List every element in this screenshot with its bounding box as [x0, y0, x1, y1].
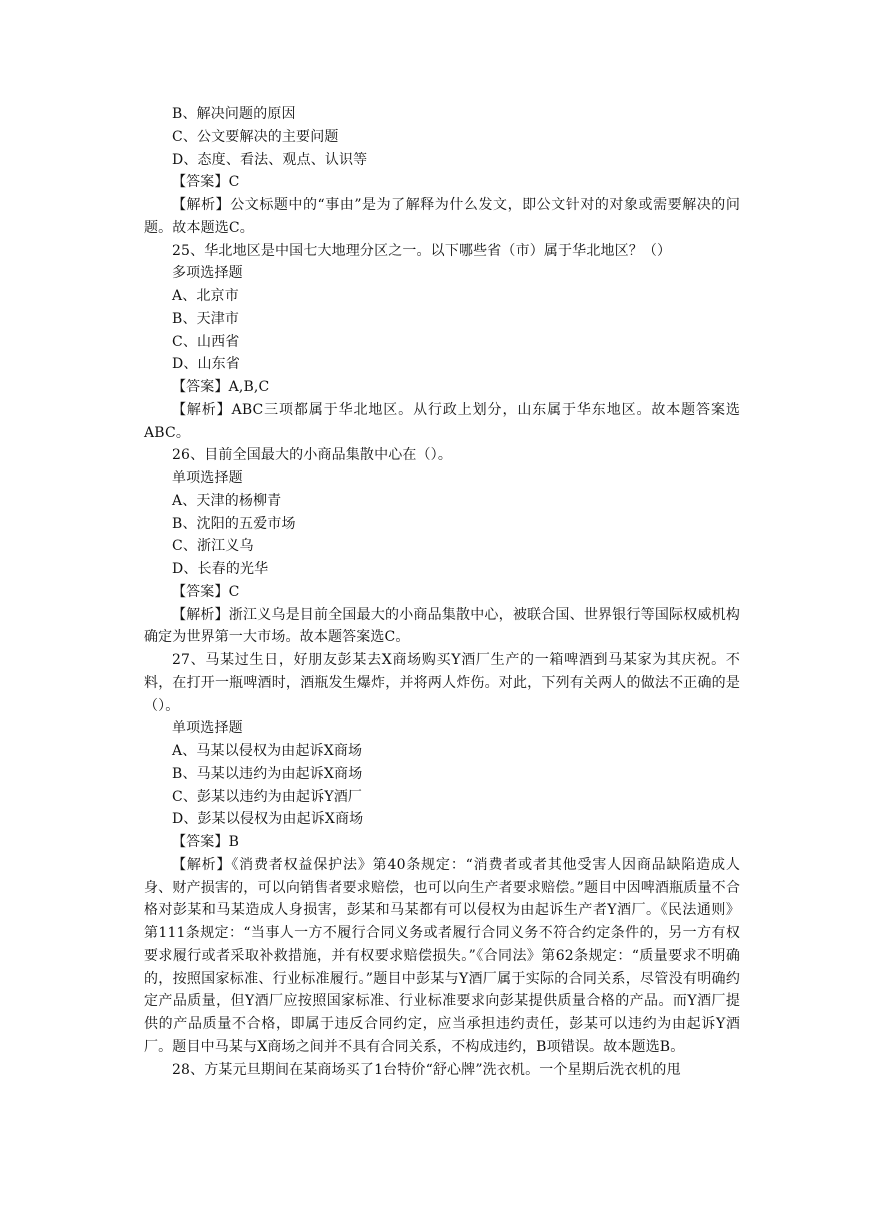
- option-a: A、天津的杨柳青: [172, 492, 282, 509]
- option-c: C、彭某以违约为由起诉Y酒厂: [172, 788, 363, 805]
- question-28: 28、方某元旦期间在某商场买了1台特价“舒心牌”洗衣机。一个星期后洗衣机的甩: [172, 1061, 681, 1078]
- option-b: B、马某以违约为由起诉X商场: [172, 765, 363, 782]
- option-b: B、解决问题的原因: [172, 106, 296, 122]
- answer: 【答案】C: [172, 583, 240, 600]
- question-type: 多项选择题: [172, 265, 243, 282]
- question-type: 单项选择题: [172, 720, 243, 737]
- option-a: A、北京市: [172, 288, 239, 304]
- explanation: 【解析】ABC三项都属于华北地区。从行政上划分，山东属于华东地区。故本题答案选ABC。: [144, 401, 740, 441]
- question-type: 单项选择题: [172, 470, 243, 486]
- option-a: A、马某以侵权为由起诉X商场: [172, 743, 363, 759]
- document-body: [144, 103, 740, 1081]
- option-b: B、天津市: [172, 310, 240, 327]
- option-b: B、沈阳的五爱市场: [172, 515, 296, 532]
- explanation: 【解析】浙江义乌是目前全国最大的小商品集散中心，被联合国、世界银行等国际权威机构确定为世界第一大市场。故本题答案选C。: [144, 606, 740, 646]
- explanation: 【解析】公文标题中的“事由”是为了解释为什么发文，即公文针对的对象或需要解决的问题。故本题选C。: [144, 197, 740, 236]
- explanation: 【解析】《消费者权益保护法》第40条规定：“消费者或者其他受害人因商品缺陷造成人身、财产损害的，可以向销售者要求赔偿，也可以向生产者要求赔偿。”题目中因啤酒瓶质量不合格对彭某和马某造成人身损害，彭某和马某都有可以侵权为由起诉生产者Y酒厂。《民法通则》第111条规定：“当事人一方不履行合同义务或者履行合同义务不符合约定条件的，另一方有权要求履行或者采取补救措施，并有权要求赔偿损失。”《合同法》第62条规定：“质量要求不明确的，按照国家标准、行业标准履行。”题目中彭某与Y酒厂属于实际的合同关系，尽管没有明确约定产品质量，但Y酒厂应按照国家标准、行业标准要求向彭某提供质量合格的产品。而Y酒厂提供的产品质量不合格，即属于违反合同约定，应当承担违约责任，彭某可以违约为由起诉Y酒厂。题目中马某与X商场之间并不具有合同关系，不构成违约，B项错误。故本题选B。: [144, 856, 740, 1055]
- option-c: C、山西省: [172, 333, 240, 350]
- option-d: D、山东省: [172, 356, 240, 373]
- question-25: 25、华北地区是中国七大地理分区之一。以下哪些省（市）属于华北地区？（）: [172, 242, 672, 259]
- answer: 【答案】A,B,C: [172, 379, 270, 395]
- question-26: 26、目前全国最大的小商品集散中心在（）。: [172, 447, 452, 464]
- option-d: D、彭某以侵权为由起诉X商场: [172, 811, 364, 828]
- option-c: C、公文要解决的主要问题: [172, 128, 339, 145]
- option-c: C、浙江义乌: [172, 538, 254, 555]
- answer: 【答案】B: [172, 834, 240, 850]
- option-d: D、态度、看法、观点、认识等: [172, 151, 368, 168]
- answer: 【答案】C: [172, 174, 240, 191]
- option-d: D、长春的光华: [172, 561, 269, 577]
- question-27: 27、马某过生日，好朋友彭某去X商场购买Y酒厂生产的一箱啤酒到马某家为其庆祝。不料，在打开一瓶啤酒时，酒瓶发生爆炸，并将两人炸伤。对此，下列有关两人的做法不正确的是（）。: [144, 652, 740, 714]
